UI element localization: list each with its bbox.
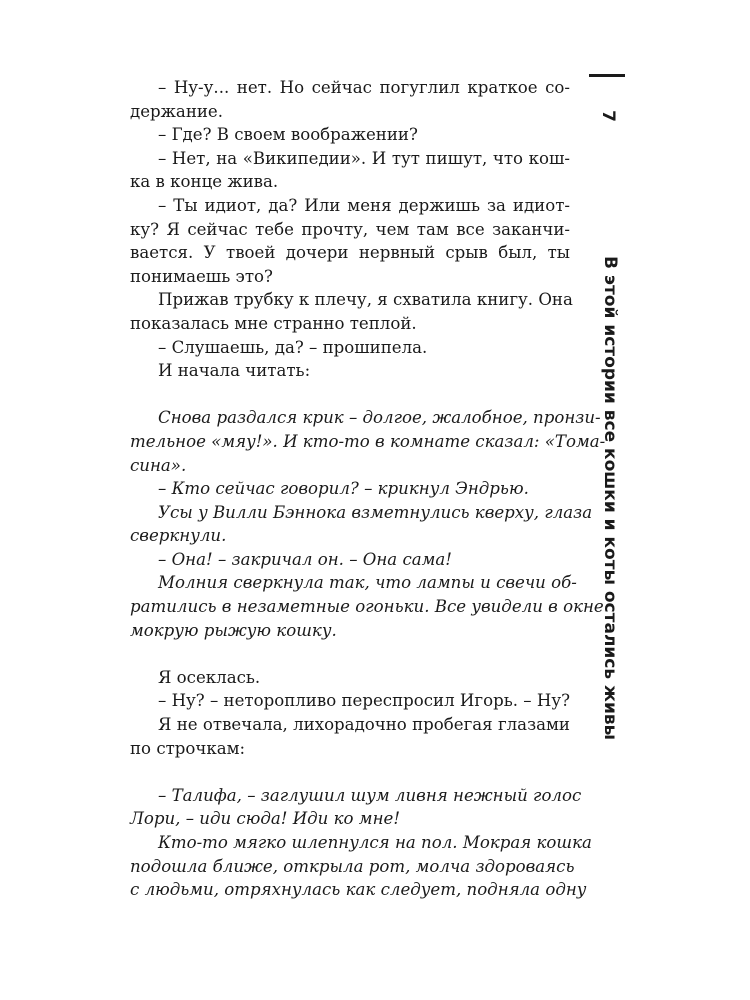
text-line: Я осеклась. (158, 667, 261, 687)
quote-line: сина». (130, 455, 187, 475)
quote-line: – Она! – закричал он. – Она сама! (158, 549, 452, 569)
text-line: – Ну-у... нет. Но сейчас погуглил краткое со- (158, 78, 570, 97)
text-line: – Ну? – неторопливо переспросил Игорь. – Ну? (158, 691, 570, 711)
body-text (130, 76, 606, 902)
text-line: показалась мне странно теплой. (130, 313, 417, 333)
quote-line: Лори, – иди сюда! Иди ко мне! (130, 809, 400, 829)
text-line: – Слушаешь, да? – прошипела. (158, 337, 428, 357)
quote-line: – Талифа, – заглушил шум ливня нежный голос (158, 785, 582, 805)
text-line: Я не отвечала, лихорадочно пробегая глазами (158, 715, 570, 735)
page-number: 7 (598, 110, 618, 122)
quote-line: Снова раздался крик – долгое, жалобное, пронзи- (158, 408, 601, 428)
quote-line: Кто-то мягко шлепнулся на пол. Мокрая кошка (158, 833, 592, 852)
paragraph-gap (130, 760, 570, 784)
text-line: вается. У твоей дочери нервный срыв был, ты (130, 243, 570, 263)
text-line: – Нет, на «Википедии». И тут пишут, что кош- (158, 148, 570, 168)
quote-line: сверкнули. (130, 526, 227, 546)
quote-line: Усы у Вилли Бэннока взметнулись кверху, глаза (158, 502, 593, 522)
text-line: понимаешь это? (130, 266, 273, 286)
text-line: И начала читать: (158, 361, 311, 381)
paragraph-gap (130, 642, 570, 666)
text-line: – Ты идиот, да? Или меня держишь за идиот- (158, 195, 570, 215)
quote-line: ратились в незаметные огоньки. Все увидели в окне (130, 597, 604, 617)
text-line: ка в конце жива. (130, 172, 279, 192)
header-rule (589, 74, 625, 77)
quote-line: с людьми, отряхнулась как следует, подняла одну (130, 880, 587, 900)
text-line: ку? Я сейчас тебе прочту, чем там все заканчи- (130, 219, 570, 239)
text-line: – Где? В своем воображении? (158, 125, 418, 145)
quote-line: Молния сверкнула так, что лампы и свечи об- (158, 573, 577, 593)
paragraph-gap (130, 383, 570, 407)
running-head: В этой истории все кошки и коты остались живы (600, 256, 620, 741)
text-line: Прижав трубку к плечу, я схватила книгу. Она (158, 290, 573, 310)
quote-line: – Кто сейчас говорил? – крикнул Эндрью. (158, 479, 529, 499)
quote-line: тельное «мяу!». И кто-то в комнате сказал: «Тома- (130, 431, 606, 451)
text-line: по строчкам: (130, 738, 246, 758)
quote-line: подошла ближе, открыла рот, молча здороваясь (130, 856, 575, 876)
quote-line: мокрую рыжую кошку. (130, 620, 337, 640)
text-line: держание. (130, 101, 224, 121)
